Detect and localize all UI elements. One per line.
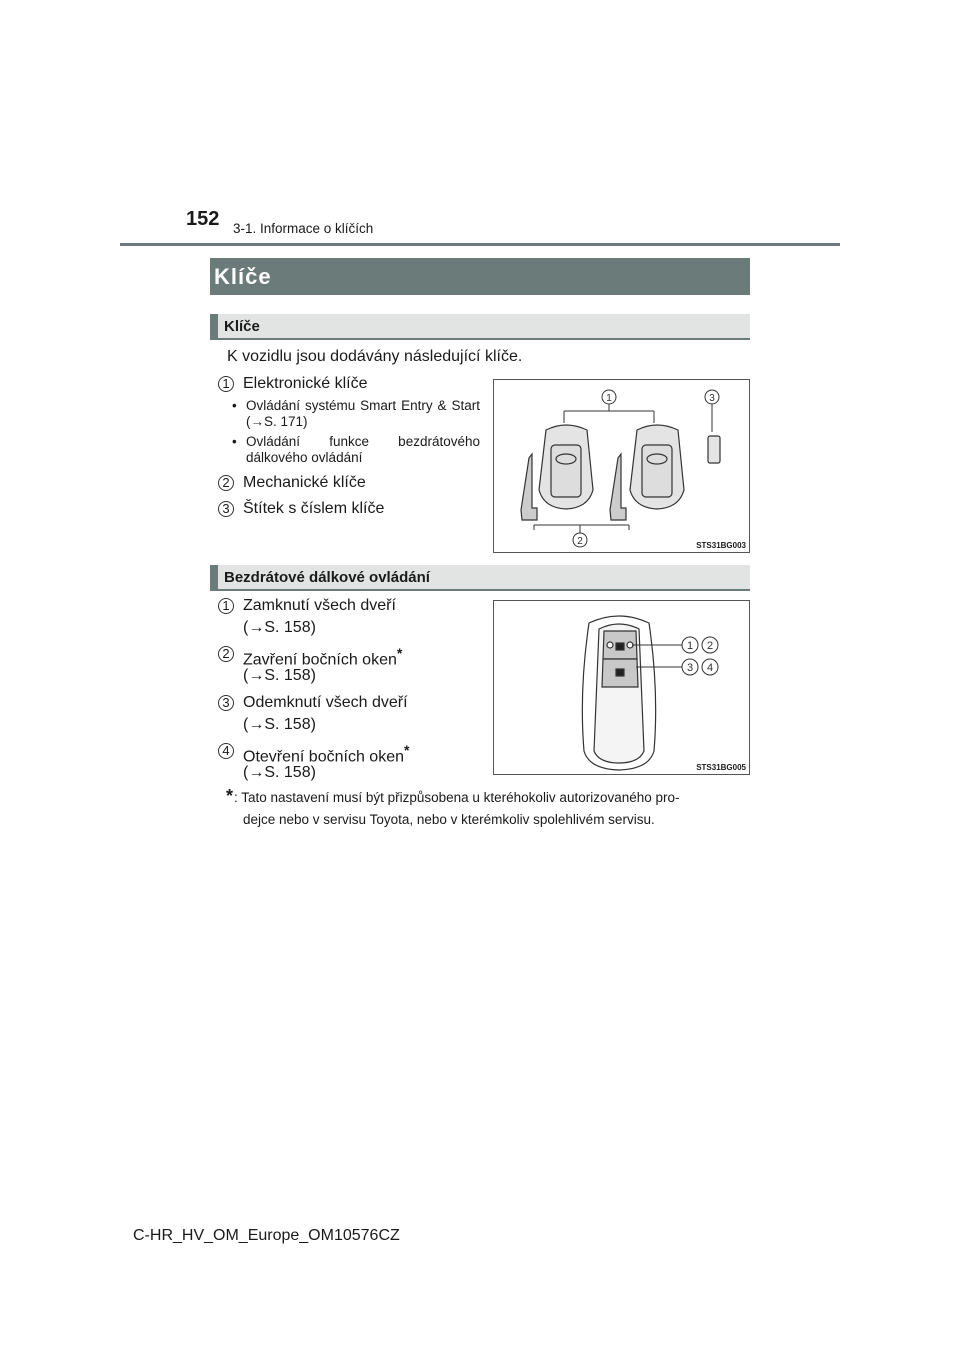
item-ref[interactable]: (→S. 158) xyxy=(243,716,316,733)
keys-illustration xyxy=(493,379,750,553)
header-rule xyxy=(120,243,840,246)
footnote-star: * xyxy=(403,742,410,758)
item-label: Štítek s číslem klíče xyxy=(243,500,385,517)
bullet-text: Ovládání systému Smart Entry & Start (→S. 171) xyxy=(246,398,480,429)
item-label: Odemknutí všech dveří xyxy=(243,694,408,711)
item-ref[interactable]: (→S. 158) xyxy=(243,667,316,684)
item-label: Zamknutí všech dveří xyxy=(243,597,396,614)
label-text: Otevření bočních oken xyxy=(243,748,404,766)
callout-2: 2 xyxy=(577,536,583,547)
item-number: 3 xyxy=(218,695,234,711)
bullet-item: • Ovládání funkce bezdrátového dálkového ovládání xyxy=(232,434,480,465)
bullet-text: Ovládání funkce bezdrátového dálkového ovládání xyxy=(246,434,480,465)
document-footer: C-HR_HV_OM_Europe_OM10576CZ xyxy=(133,1227,400,1244)
section-heading-keys: Klíče xyxy=(210,314,750,340)
footnote-line-1: : Tato nastavení musí být přizpůsobena u kteréhokoliv autorizovaného pro- xyxy=(234,790,680,805)
callout-2: 2 xyxy=(706,640,714,652)
figure-code: STS31BG003 xyxy=(696,541,746,550)
item-number: 2 xyxy=(218,475,234,491)
callout-3: 3 xyxy=(709,393,715,404)
section-heading-remote: Bezdrátové dálkové ovládání xyxy=(210,565,750,591)
item-number: 1 xyxy=(218,598,234,614)
item-number: 1 xyxy=(218,376,234,392)
callout-1: 1 xyxy=(686,640,694,652)
callout-4: 4 xyxy=(706,662,714,674)
item-number: 4 xyxy=(218,743,234,759)
item-label: Elektronické klíče xyxy=(243,375,368,392)
footnote-star: * xyxy=(396,645,403,661)
figure-code: STS31BG005 xyxy=(696,763,746,772)
item-label xyxy=(243,742,409,766)
item-ref[interactable]: (→S. 158) xyxy=(243,619,316,636)
page-title: Klíče xyxy=(210,258,750,295)
remote-illustration xyxy=(493,600,750,775)
item-number: 3 xyxy=(218,501,234,517)
page-number: 152 xyxy=(186,208,220,230)
intro-text: K vozidlu jsou dodávány následující klíče. xyxy=(227,348,523,365)
footnote-line-2: dejce nebo v servisu Toyota, nebo v kterémkoliv spolehlivém servisu. xyxy=(243,812,655,827)
callout-3: 3 xyxy=(686,662,694,674)
callout-1: 1 xyxy=(606,393,612,404)
label-text: Zavření bočních oken xyxy=(243,651,397,669)
item-number: 2 xyxy=(218,646,234,662)
remote-drawing xyxy=(494,601,749,774)
keys-drawing xyxy=(494,380,749,552)
chapter-title: 3-1. Informace o klíčích xyxy=(233,221,374,236)
bullet-item: • Ovládání systému Smart Entry & Start (→S. 171) xyxy=(232,398,480,429)
item-label xyxy=(243,645,402,669)
item-label: Mechanické klíče xyxy=(243,474,366,491)
footnote-star: * xyxy=(226,786,234,806)
item-ref[interactable]: (→S. 158) xyxy=(243,764,316,781)
